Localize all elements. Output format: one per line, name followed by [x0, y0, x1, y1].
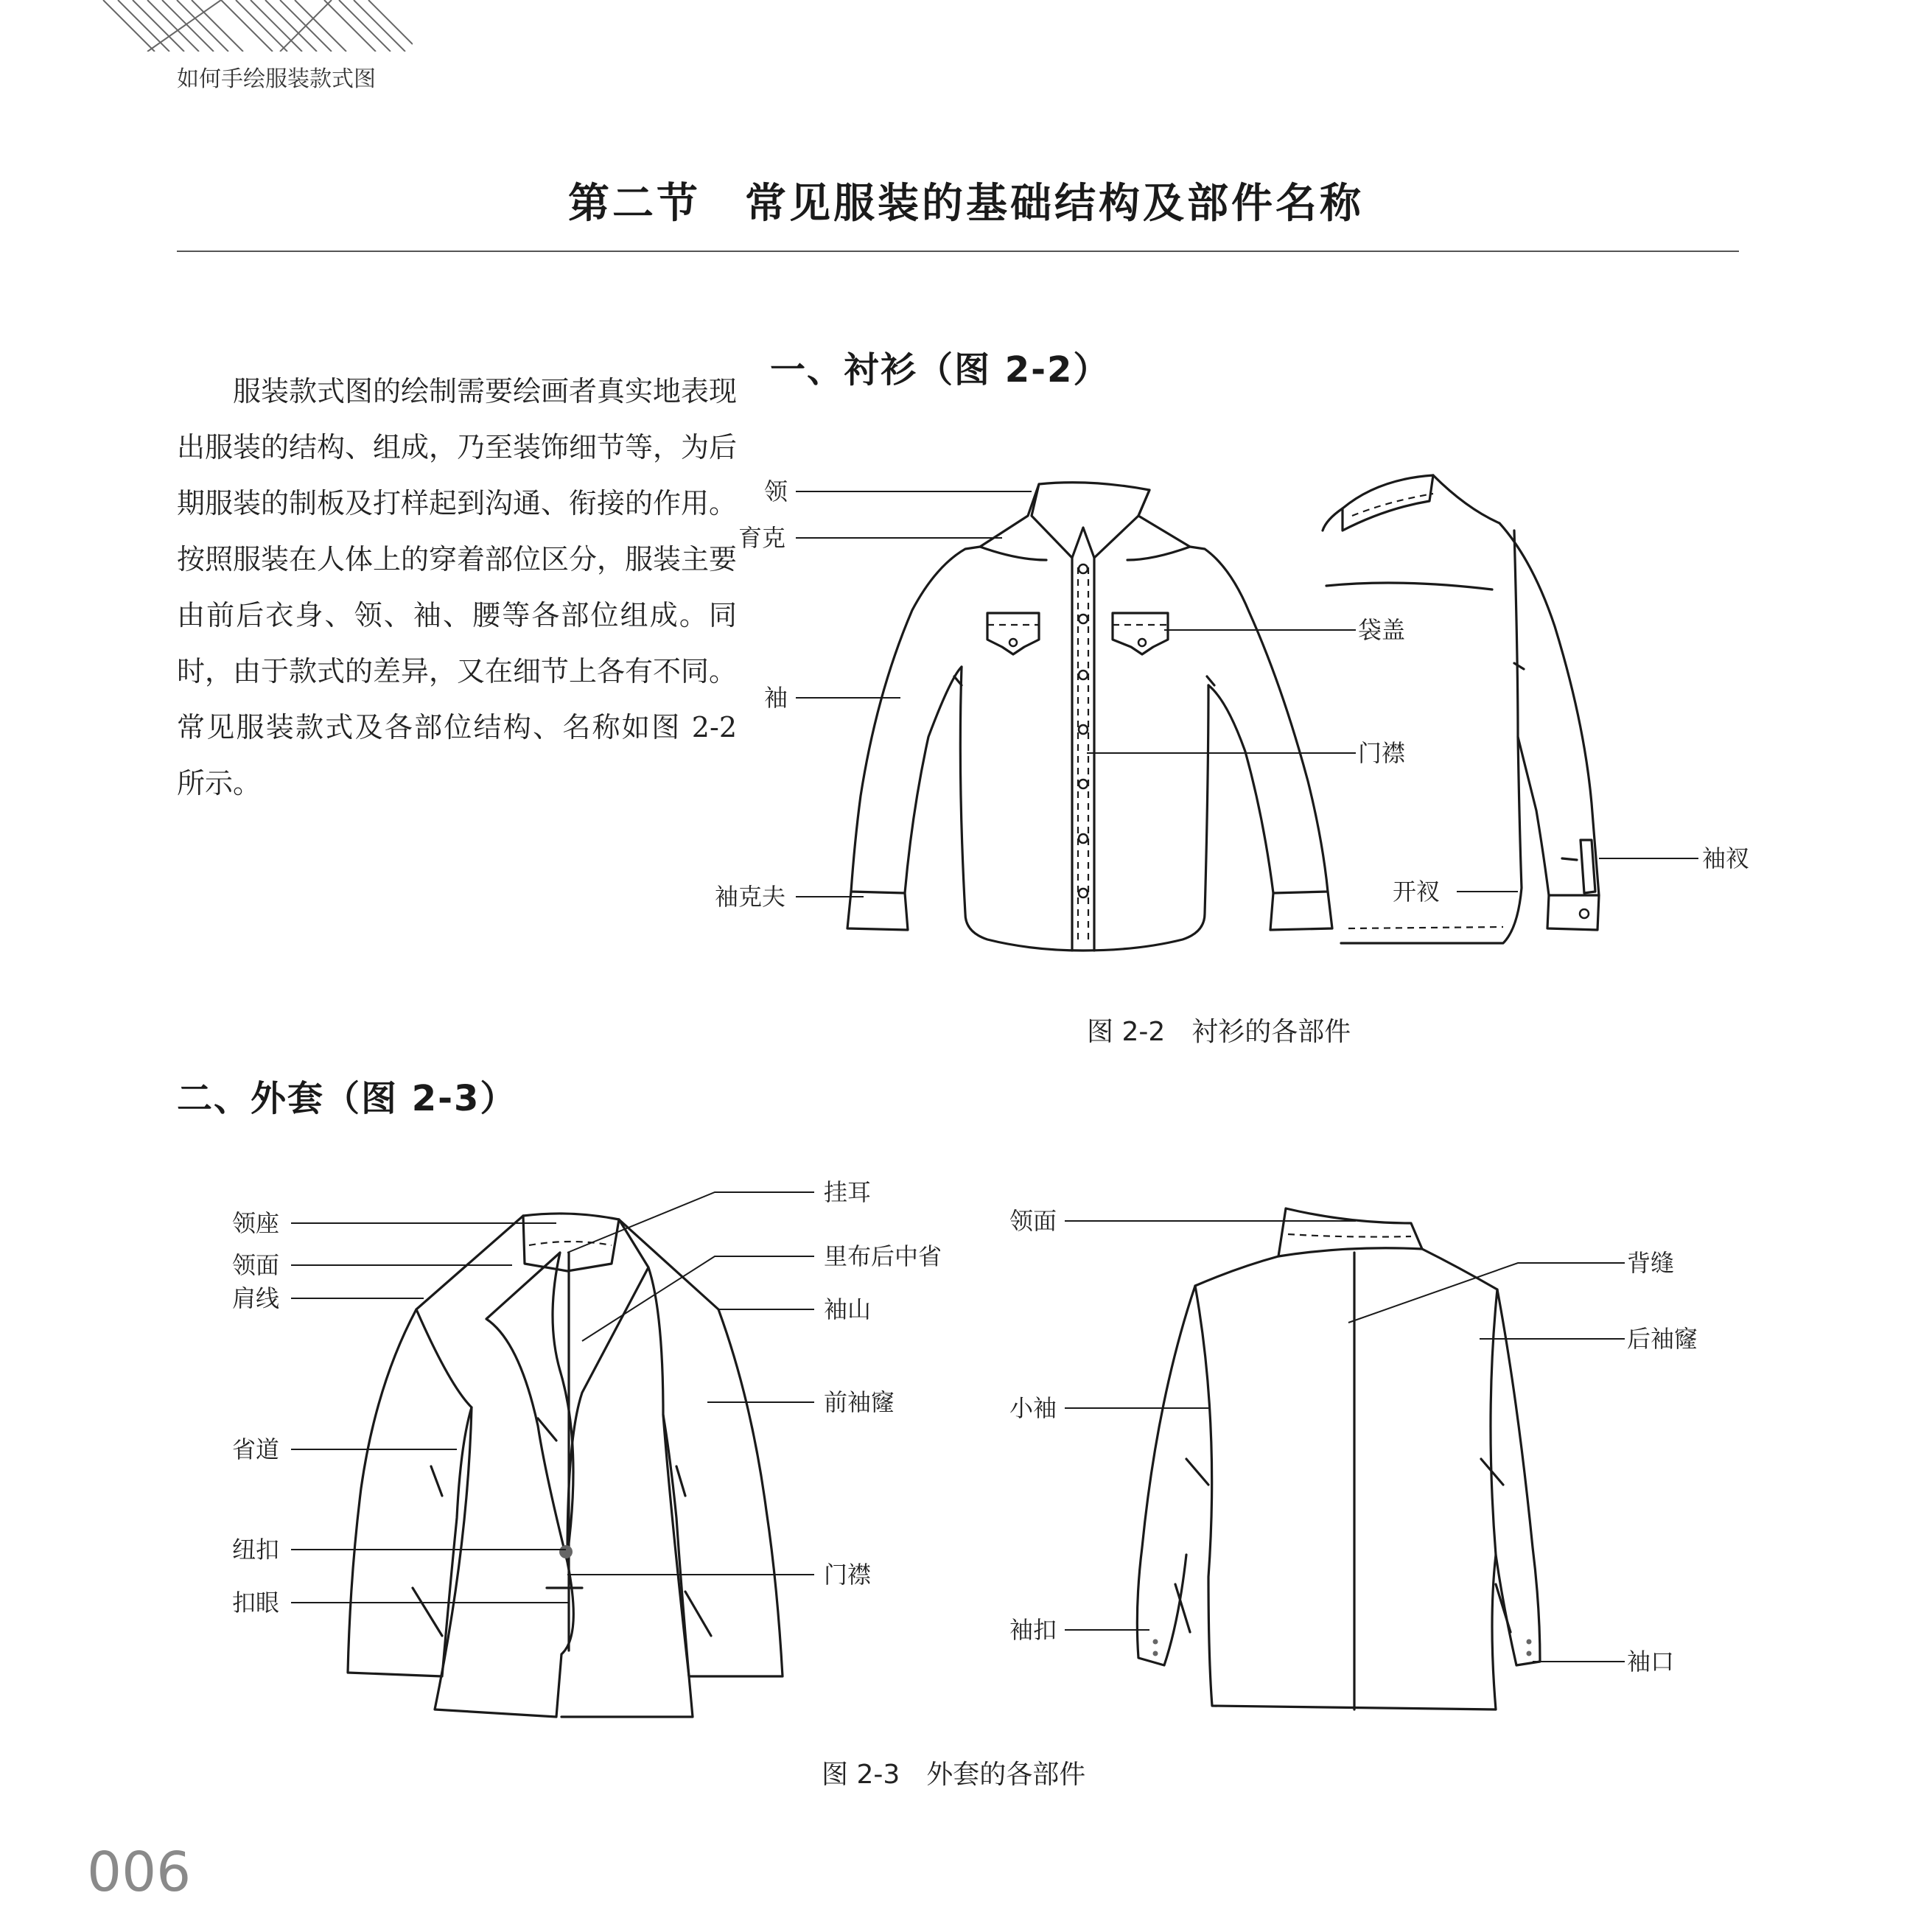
label-front-placket: 门襟: [824, 1561, 872, 1589]
label-collar: 领: [764, 477, 788, 505]
coat-leader-lines: [291, 1192, 1625, 1662]
section-title: 第二节 常见服装的基础结构及部件名称: [568, 180, 1364, 228]
shirt-heading: 一、衬衫（图 2-2）: [770, 349, 1110, 391]
label-cuff: 袖克夫: [715, 883, 786, 911]
shirt-figure-caption: 图 2-2 衬衫的各部件: [1087, 1017, 1351, 1047]
coat-front-drawing: [348, 1214, 783, 1717]
label-collar-fall: 领面: [232, 1251, 280, 1279]
label-sleeve-placket: 袖衩: [1702, 844, 1750, 872]
label-front-armhole: 前袖窿: [824, 1388, 895, 1416]
label-sleeve-cap: 袖山: [824, 1295, 872, 1323]
label-placket: 门襟: [1358, 739, 1406, 767]
label-buttonhole: 扣眼: [232, 1589, 280, 1617]
coat-figure-caption: 图 2-3 外套的各部件: [822, 1760, 1086, 1790]
label-lining-back-dart: 里布后中省: [824, 1242, 942, 1270]
label-pocket-flap: 袋盖: [1358, 616, 1406, 644]
intro-paragraph: 服装款式图的绘制需要绘画者真实地表现出服装的结构、组成，乃至装饰细节等，为后期服装的制板及打样起到沟通、衔接的作用。按照服装在人体上的穿着部位区分，服装主要由前后衣身、领、袖、腰等各部位组成。同时，由于款式的差异，又在细节上各有不同。常见服装款式及各部位结构、名称如图 2-2 所示。: [177, 375, 738, 799]
coat-heading: 二、外套（图 2-3）: [177, 1078, 517, 1119]
coat-back-drawing: [1137, 1208, 1540, 1709]
label-sleeve: 袖: [764, 684, 788, 712]
label-under-sleeve: 小袖: [1009, 1394, 1057, 1422]
label-collar-stand: 领座: [232, 1209, 280, 1237]
running-header: 如何手绘服装款式图: [177, 66, 376, 92]
label-sleeve-button: 袖扣: [1009, 1616, 1057, 1644]
label-back-collar-fall: 领面: [1009, 1207, 1057, 1235]
label-shoulder-line: 肩线: [232, 1284, 280, 1312]
page-number: 006: [87, 1841, 192, 1904]
label-back-seam: 背缝: [1627, 1249, 1675, 1277]
label-side-slit: 开衩: [1393, 878, 1441, 906]
label-dart: 省道: [232, 1435, 280, 1463]
label-yoke: 育克: [738, 524, 786, 552]
label-sleeve-opening: 袖口: [1627, 1648, 1675, 1676]
label-button: 纽扣: [232, 1536, 280, 1564]
label-hanger-loop: 挂耳: [824, 1178, 872, 1206]
label-back-armhole: 后袖窿: [1627, 1325, 1698, 1353]
